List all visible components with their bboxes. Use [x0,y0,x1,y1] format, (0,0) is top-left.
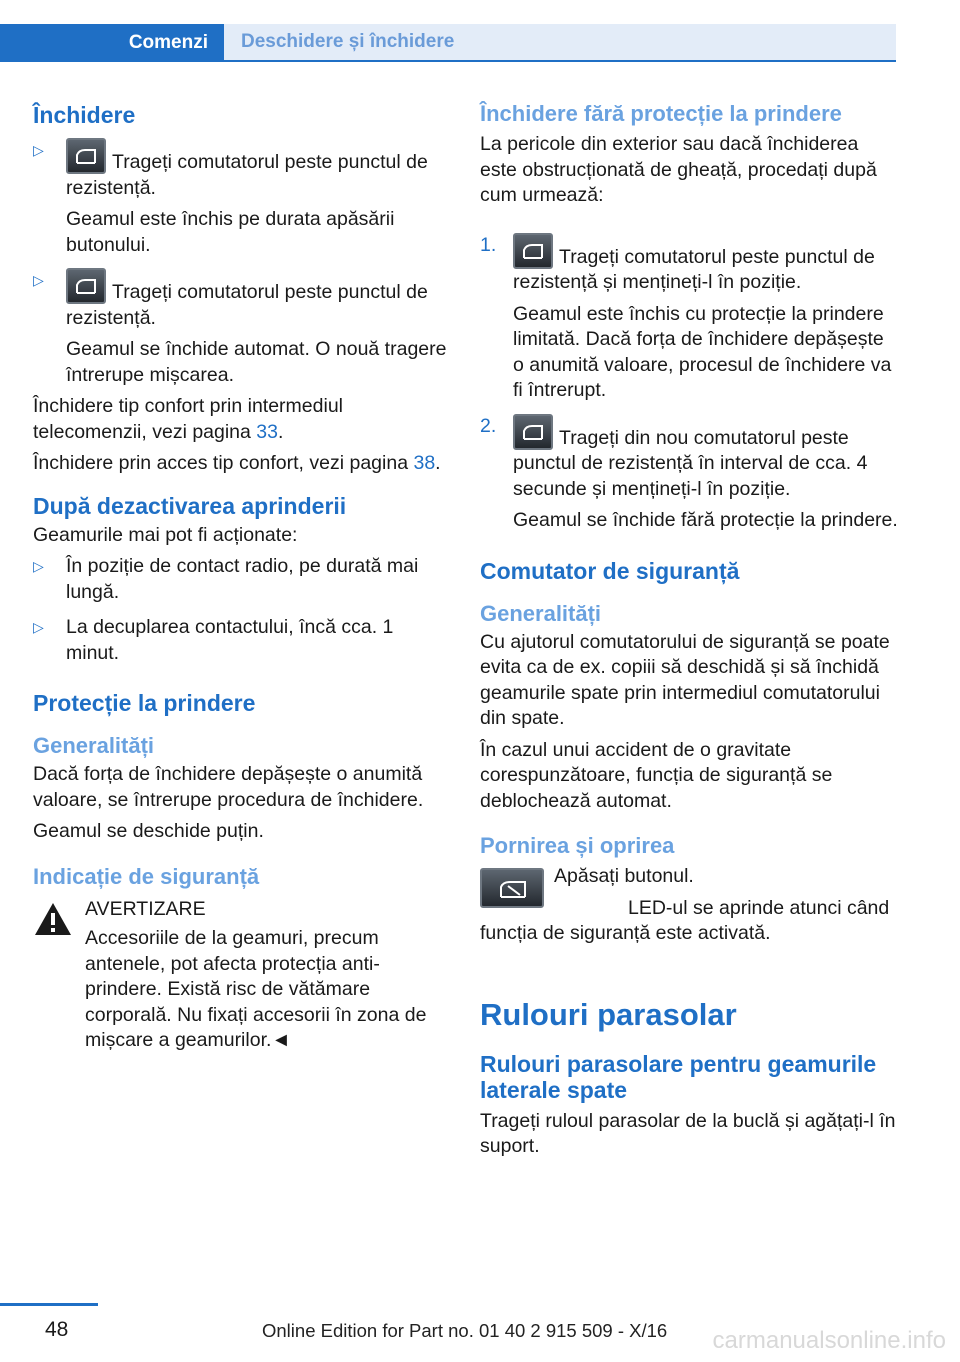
right-column [480,100,898,1160]
heading-inchidere: Închidere [33,102,136,128]
blinds-text: Trageți ruloul parasolar de la buclă și agățați-l în suport. [480,1109,896,1157]
general-text: Dacă forța de închidere depășește o anumită valoare, se întrerupe procedura de închidere. [33,763,424,811]
heading-fara-protectie: Închidere fără protecție la prindere [480,101,842,126]
heading-generalitati: Generalități [33,733,155,758]
warning-text: Accesoriile de la geamuri, precum antenele, pot afecta protecția anti-prindere. Există risc de vătămare corporală. Nu fixați accesorii în zona de mișcare a geamurilor. [85,927,427,1051]
onoff-text-2: LED-ul se aprinde atunci când funcția de siguranță este activată. [480,896,890,944]
heading-pornire-oprire: Pornirea și oprirea [480,833,675,858]
switch-general-text-2: În cazul unui accident de o gravitate corespunzătoare, funcția de siguranță se deblochează automat. [480,738,833,812]
triangle-bullet-icon: ▷ [33,142,44,158]
child-lock-switch-icon [480,868,544,908]
heading-generalitati-right: Generalități [480,600,602,626]
warning-title: AVERTIZARE [85,897,206,920]
list-item: 1. Trageți comutatorul peste punctul de rezistență și mențineți-l în poziție. Geamul este închis cu protecție la prindere limitată. Dacă forța de închidere depășește o anumită valoare, procesul de închidere va fi întrerupt. [480,233,892,401]
triangle-bullet-icon: ▷ [33,272,44,288]
onoff-text: Apăsați butonul. [554,865,694,887]
page-link-38[interactable]: 38 [413,452,436,474]
after-intro: Geamurile mai pot fi acționate: [33,523,298,546]
window-switch-icon [513,233,553,269]
list-item: 2. Trageți din nou comutatorul peste punctul de rezistență în interval de cca. 4 secunde și mențineți-l în poziție. Geamul se închide fără protecție la prindere. [480,414,898,531]
window-switch-icon [66,268,106,304]
heading-rulouri-parasolar: Rulouri parasolar [480,996,737,1032]
list-item: ▷ Trageți comutatorul peste punctul de rezistență. Geamul se închide automat. O nouă tragere întrerupe mișcarea. [33,268,448,388]
footer-divider [0,1303,98,1306]
list-item: ▷ Trageți comutatorul peste punctul de rezistență. Geamul este închis pe durata apăsării butonului. [33,138,448,258]
window-switch-icon [513,414,553,450]
access-closing-text: Închidere prin acces tip confort, vezi pagina 38. [33,452,441,474]
list-item: ▷ La decuplarea contactului, încă cca. 1 minut. [33,616,394,664]
page-link-33[interactable]: 33 [256,420,278,443]
remote-closing-text: Închidere tip confort prin intermediul telecomenzii, vezi pagina 33. [33,395,343,443]
warning-block [33,897,448,1054]
edition-text: Online Edition for Part no. 01 40 2 915 509 - X/16 [262,1320,668,1341]
tab-comenzi[interactable]: Comenzi [0,24,224,62]
end-marker: ◄ [271,1029,291,1051]
watermark: carmanualsonline.info [712,1327,946,1354]
triangle-bullet-icon: ▷ [33,558,44,574]
onoff-block [480,864,898,947]
warning-triangle-icon [33,901,73,937]
switch-general-text: Cu ajutorul comutatorului de siguranță se poate evita ca de ex. copiii să deschidă și să închidă geamurile spate prin intermediul comutatorului din spate. [480,630,890,729]
heading-indicatie-siguranta: Indicație de siguranță [33,863,260,889]
page-number: 48 [45,1318,69,1341]
left-column [33,100,448,1054]
heading-protectie-prindere: Protecție la prindere [33,690,256,716]
tab-deschidere-inchidere[interactable]: Deschidere și închidere [224,24,896,60]
heading-rulouri-laterale: Rulouri parasolare pentru geamurile laterale spate [480,1050,877,1103]
heading-dupa-dezactivare: După dezactivarea aprinderii [33,492,347,519]
triangle-bullet-icon: ▷ [33,619,44,635]
general-text-2: Geamul se deschide puțin. [33,820,264,842]
window-switch-icon [66,138,106,174]
noprot-intro: La pericole din exterior sau dacă închiderea este obstrucționată de gheață, procedați după cum urmează: [480,133,877,206]
list-item: ▷ În poziție de contact radio, pe durată mai lungă. [33,555,419,603]
heading-comutator-siguranta: Comutator de siguranță [480,557,740,584]
page-header [0,0,960,62]
header-divider [0,60,896,62]
